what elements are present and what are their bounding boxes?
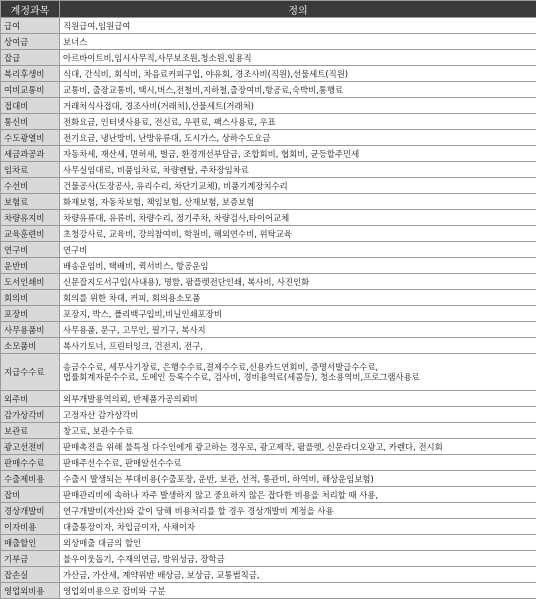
account-name: 소모품비 <box>1 338 60 354</box>
account-name: 보관료 <box>1 423 60 439</box>
table-row <box>1 162 536 178</box>
account-name: 회의비 <box>1 290 60 306</box>
table-body <box>1 18 536 599</box>
account-name: 급여 <box>1 18 60 34</box>
account-name: 매출할인 <box>1 535 60 551</box>
account-name: 지급수수료 <box>1 354 60 391</box>
account-name: 사무용품비 <box>1 322 60 338</box>
account-definition: 거래처식사접대, 경조사비(거래처),선물세트(거래처) <box>60 98 536 114</box>
account-name: 이자비용 <box>1 519 60 535</box>
account-definition: 고정자산 감가상각비 <box>60 407 536 423</box>
table-row <box>1 407 536 423</box>
account-name: 포장비 <box>1 306 60 322</box>
account-name: 판매수수료 <box>1 455 60 471</box>
account-definition <box>60 354 536 391</box>
account-definition: 영업외비용으로 잡비와 구분 <box>60 583 536 599</box>
account-definition: 연구비 <box>60 242 536 258</box>
account-definition: 불우이웃돕기, 수재의연금, 방위성금, 장학금 <box>60 551 536 567</box>
account-name: 임차료 <box>1 162 60 178</box>
table-row <box>1 322 536 338</box>
account-definition: 교통비, 출장교통비, 택시,버스,전철비,지하철,출장여비,항공료,숙박비,통행료 <box>60 82 536 98</box>
account-name: 감가상각비 <box>1 407 60 423</box>
account-definition: 판매주선수수료, 판매알선수수료 <box>60 455 536 471</box>
table-header-row <box>1 1 536 18</box>
table-row <box>1 551 536 567</box>
table-row <box>1 290 536 306</box>
table-row <box>1 226 536 242</box>
account-name: 잡비 <box>1 487 60 503</box>
account-name: 경상개발비 <box>1 503 60 519</box>
table-row <box>1 66 536 82</box>
table-row <box>1 519 536 535</box>
table-row <box>1 306 536 322</box>
table-row <box>1 439 536 455</box>
table-row <box>1 583 536 599</box>
account-definition: 보너스 <box>60 34 536 50</box>
account-definition: 건물공사(도장공사, 유리수리, 차단기교체), 비품기계장치수리 <box>60 178 536 194</box>
account-definition: 포장지, 박스, 폴리백구입비,비닐인쇄포장비 <box>60 306 536 322</box>
account-name: 기부금 <box>1 551 60 567</box>
table-row <box>1 471 536 487</box>
table-row <box>1 114 536 130</box>
account-name: 수도광열비 <box>1 130 60 146</box>
account-name: 연구비 <box>1 242 60 258</box>
table-row <box>1 210 536 226</box>
account-definition: 창고료, 보관수수료 <box>60 423 536 439</box>
table-row <box>1 82 536 98</box>
account-definition: 복사기토너, 프린터잉크, 건전지, 전구, <box>60 338 536 354</box>
header-definition: 정의 <box>60 1 536 18</box>
account-definition: 신문잡지도서구입(사내용), 명함, 팜플렛전단인쇄, 복사비, 사진인화 <box>60 274 536 290</box>
table-row <box>1 274 536 290</box>
account-name: 수출제비용 <box>1 471 60 487</box>
account-definition: 화재보험, 자동차보험, 책임보험, 산재보험, 보증보험 <box>60 194 536 210</box>
table-row <box>1 50 536 66</box>
table-row <box>1 178 536 194</box>
table-row <box>1 354 536 391</box>
definition-line: 법률회계자문수수료, 도메인 등록수수료, 검사비, 경비용역료(세콤등), 청소용역비,프로그램사용료 <box>63 372 533 382</box>
account-definition: 배송운임비, 택배비, 퀵서비스, 항공운임 <box>60 258 536 274</box>
account-definition: 직원급여,임원급여 <box>60 18 536 34</box>
header-account: 계정과목 <box>1 1 60 18</box>
account-name: 잡급 <box>1 50 60 66</box>
table-row <box>1 423 536 439</box>
table-row <box>1 503 536 519</box>
account-name: 교육훈련비 <box>1 226 60 242</box>
account-definition: 회의를 위한 차대, 커피, 회의용소모품 <box>60 290 536 306</box>
definition-line: 송금수수료, 세무사기장료, 은행수수료,결제수수료,신용카드연회비, 증명서발급수수료, <box>63 362 533 372</box>
account-definition: 전화요금, 인터넷사용료, 전신료, 우편료, 팩스사용료, 우표 <box>60 114 536 130</box>
account-name: 차량유지비 <box>1 210 60 226</box>
table-row <box>1 194 536 210</box>
account-name: 광고선전비 <box>1 439 60 455</box>
table-row <box>1 146 536 162</box>
table-row <box>1 391 536 407</box>
table-row <box>1 567 536 583</box>
account-definition: 판매촉진을 위해 불특정 다수인에게 광고하는 경우로, 광고제작, 팜플렛, 신문라디오광고, 카렌다, 전시회 <box>60 439 536 455</box>
account-name: 접대비 <box>1 98 60 114</box>
account-name: 통신비 <box>1 114 60 130</box>
account-definition: 수출시 발생되는 부대비용(수출포장, 운반, 보관, 선적, 통관비, 하역비, 해상운임보험) <box>60 471 536 487</box>
account-definition: 식대, 간식비, 회식비, 차음료커피구입, 야유회, 경조사비(직원),선물세트(직원) <box>60 66 536 82</box>
table-row <box>1 487 536 503</box>
account-name: 보험료 <box>1 194 60 210</box>
account-definition: 사무용품, 문구, 고무인, 필기구, 복사지 <box>60 322 536 338</box>
table-row <box>1 98 536 114</box>
account-name: 수선비 <box>1 178 60 194</box>
table-row <box>1 242 536 258</box>
table-row <box>1 455 536 471</box>
account-name: 여비교통비 <box>1 82 60 98</box>
account-name: 운반비 <box>1 258 60 274</box>
account-definition: 가산금, 가산세, 계약위반 배상금, 보상금, 교통범칙금, <box>60 567 536 583</box>
account-definition: 자동차세, 재산세, 면허세, 벌금, 환경개선부담금, 조합회비, 협회비, 균등할주민세 <box>60 146 536 162</box>
account-name: 외주비 <box>1 391 60 407</box>
account-name: 영업외비용 <box>1 583 60 599</box>
account-definition: 대출통장이자, 차입금이자, 사채이자 <box>60 519 536 535</box>
account-name: 상여금 <box>1 34 60 50</box>
account-definition: 차량유류대, 유류비, 차량수리, 정기주차, 차량검사,타이어교체 <box>60 210 536 226</box>
account-definition: 초청강사료, 교육비, 강의참여비, 학원비, 해외연수비, 위탁교육 <box>60 226 536 242</box>
account-name: 세금과공과 <box>1 146 60 162</box>
table-row <box>1 18 536 34</box>
account-definition: 전기요금, 냉난방비, 난방유류대, 도시가스, 상하수도요금 <box>60 130 536 146</box>
account-definition: 사무실임대료, 비품임차료, 차량렌탈, 주차장임차료 <box>60 162 536 178</box>
account-name: 복리후생비 <box>1 66 60 82</box>
table-row <box>1 338 536 354</box>
account-definition: 아르바이트비,임시사무직,사무보조원,청소원,일용직 <box>60 50 536 66</box>
account-definition: 외상매출 대금의 할인 <box>60 535 536 551</box>
account-definition: 외부개발용역의뢰, 반제품가공의뢰비 <box>60 391 536 407</box>
account-name: 도서인쇄비 <box>1 274 60 290</box>
table-row <box>1 535 536 551</box>
account-definition: 연구개발비(자산)와 같이 당해 비용처리를 할 경우 경상개발비 계정을 사용 <box>60 503 536 519</box>
account-name: 잡손실 <box>1 567 60 583</box>
table-row <box>1 130 536 146</box>
table-row <box>1 34 536 50</box>
account-definition: 판매관리비에 속하나 자주 발생하지 않고 중요하지 않은 잡다한 비용을 처리할 때 사용, <box>60 487 536 503</box>
table-row <box>1 258 536 274</box>
